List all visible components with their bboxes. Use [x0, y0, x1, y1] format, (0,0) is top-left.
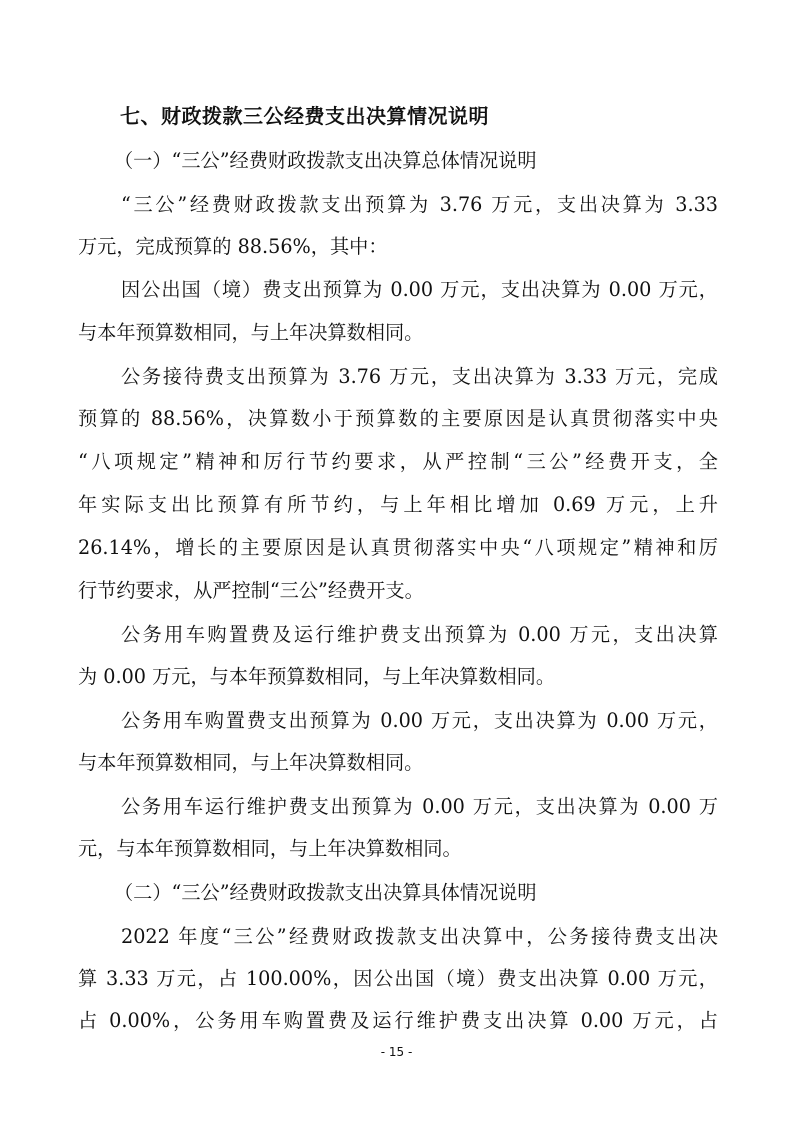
paragraph-line: 与本年预算数相同，与上年决算数相同。 [78, 751, 424, 774]
paragraph-line: “八项规定”精神和厉行节约要求，从严控制“三公”经费开支，全 [78, 450, 718, 473]
paragraph-line: 公务用车购置费支出预算为 0.00 万元，支出决算为 0.00 万元， [121, 709, 718, 732]
paragraph-line: 万元，完成预算的 88.56%，其中： [78, 235, 388, 258]
paragraph-line: 算 3.33 万元，占 100.00%，因公出国（境）费支出决算 0.00 万元， [78, 967, 718, 990]
subsection-title-2: （二）“三公”经费财政拨款支出决算具体情况说明 [114, 881, 537, 904]
paragraph-line: 行节约要求，从严控制“三公”经费开支。 [78, 579, 424, 602]
paragraph-line: 占 0.00%，公务用车购置费及运行维护费支出决算 0.00 万元，占 [78, 1009, 718, 1032]
paragraph-line: 2022 年度“三公”经费财政拨款支出决算中，公务接待费支出决 [121, 925, 718, 948]
paragraph-line: 预算的 88.56%，决算数小于预算数的主要原因是认真贯彻落实中央 [78, 407, 718, 430]
paragraph-line: 年实际支出比预算有所节约，与上年相比增加 0.69 万元，上升 [78, 493, 718, 516]
page-number: - 15 - [380, 1045, 413, 1059]
paragraph-line: 因公出国（境）费支出预算为 0.00 万元，支出决算为 0.00 万元， [121, 278, 718, 301]
paragraph-line: “三公”经费财政拨款支出预算为 3.76 万元，支出决算为 3.33 [121, 193, 718, 216]
paragraph-line: 26.14%，增长的主要原因是认真贯彻落实中央“八项规定”精神和厉 [78, 536, 718, 559]
paragraph-line: 为 0.00 万元，与本年预算数相同，与上年决算数相同。 [78, 665, 556, 688]
paragraph-line: 与本年预算数相同，与上年决算数相同。 [78, 321, 424, 344]
subsection-title-1: （一）“三公”经费财政拨款支出决算总体情况说明 [114, 149, 537, 172]
paragraph-line: 公务用车运行维护费支出预算为 0.00 万元，支出决算为 0.00 万 [121, 795, 718, 818]
paragraph-line: 元，与本年预算数相同，与上年决算数相同。 [78, 837, 462, 860]
paragraph-line: 公务接待费支出预算为 3.76 万元，支出决算为 3.33 万元，完成 [121, 365, 718, 388]
paragraph-line: 公务用车购置费及运行维护费支出预算为 0.00 万元，支出决算 [121, 623, 718, 646]
section-heading: 七、财政拨款三公经费支出决算情况说明 [120, 104, 489, 128]
